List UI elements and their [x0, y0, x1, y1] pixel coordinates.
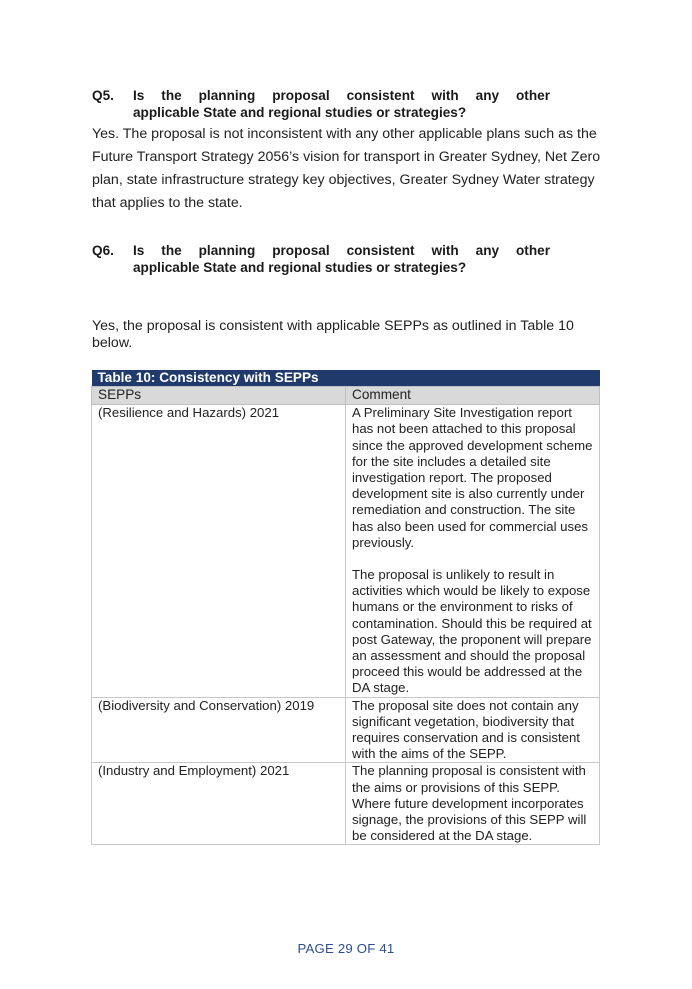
table-row: [92, 697, 600, 763]
comment-cell: [346, 405, 600, 697]
table-header-row: [92, 387, 600, 405]
sepp-name-cell: (Biodiversity and Conservation) 2019: [92, 697, 346, 763]
question-text-line2: applicable State and regional studies or strategies?: [133, 105, 467, 120]
sepp-consistency-table: [91, 370, 600, 845]
comment-cell: [346, 763, 600, 845]
page-number-footer: PAGE 29 OF 41: [297, 941, 395, 956]
comment-paragraph: The proposal is unlikely to result in activities which would be likely to expose humans or the environment to risks of contamination. Should this be required at post Gateway, the proponent will prepare an assessment and should the proposal proceed this would be addressed at the DA stage.: [352, 567, 592, 696]
comment-cell: [346, 697, 600, 763]
question-text-line2: applicable State and regional studies or strategies?: [133, 260, 467, 275]
question-q6: [92, 242, 550, 276]
table-row: [92, 405, 600, 697]
comment-paragraph: A Preliminary Site Investigation report has not been attached to this proposal since the approved development scheme for the site includes a detailed site investigation report. The proposed development site is also currently under remediation and construction. The site has also been used for commercial uses previously.: [352, 405, 593, 550]
sepp-name-cell: (Industry and Employment) 2021: [92, 763, 346, 845]
table-title-row: [92, 370, 600, 387]
column-header-comment: Comment: [346, 387, 600, 405]
question-text-line1: Is the planning proposal consistent with any other: [133, 88, 550, 103]
comment-paragraph: The proposal site does not contain any significant vegetation, biodiversity that requires conservation and is consistent with the aims of the SEPP.: [352, 697, 580, 762]
question-q5: [92, 87, 550, 121]
question-number: Q5.: [92, 88, 114, 103]
q6-answer: Yes, the proposal is consistent with applicable SEPPs as outlined in Table 10 below.: [92, 318, 574, 351]
table-row: [92, 763, 600, 845]
q5-answer: Yes. The proposal is not inconsistent with any other applicable plans such as the Future Transport Strategy 2056’s vision for transport in Greater Sydney, Net Zero plan, state infrastructure strategy key objectives, Greater Sydney Water strategy that applies to the state.: [92, 126, 601, 211]
sepp-name-cell: (Resilience and Hazards) 2021: [92, 405, 346, 697]
column-header-sepps: SEPPs: [92, 387, 346, 405]
table-title: Table 10: Consistency with SEPPs: [92, 370, 600, 387]
question-text-line1: Is the planning proposal consistent with any other: [133, 243, 550, 258]
comment-paragraph: The planning proposal is consistent with the aims or provisions of this SEPP. Where future development incorporates signage, the provisions of this SEPP will be considered at the DA stage.: [352, 763, 587, 844]
question-number: Q6.: [92, 243, 114, 258]
